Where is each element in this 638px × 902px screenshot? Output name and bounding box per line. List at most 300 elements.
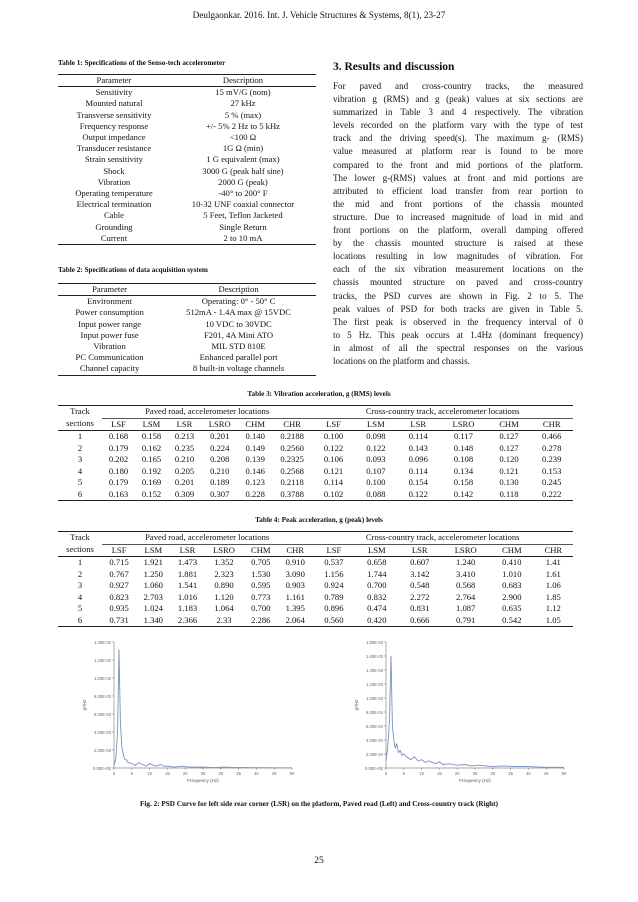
psd-series-line <box>386 656 564 767</box>
x-tick-label: 45 <box>271 771 277 776</box>
y-axis-label: g²/Hz <box>82 699 87 711</box>
table3-value-cell: 0.213 <box>174 431 195 441</box>
table3-value-cell: 0.122 <box>366 442 386 453</box>
table3-value-cell: 0.307 <box>210 488 230 499</box>
table1-description-cell: 15 mV/G (nom) <box>215 87 271 98</box>
y-tick-label: 1.80E-03 <box>366 639 383 645</box>
table4-group-paved: Paved road, accelerometer locations <box>102 532 312 545</box>
table3-value-cell: 0.140 <box>245 431 265 441</box>
paragraph-line: by the chassis mounted structure is raised at these <box>333 238 583 249</box>
table4-col-header: CHR <box>286 544 305 555</box>
x-tick-label: 35 <box>508 771 513 776</box>
table3-row <box>58 466 573 478</box>
running-header: Deulgaonkar. 2016. Int. J. Vehicle Structures & Systems, 8(1), 23-27 <box>192 10 446 20</box>
table3-col-header: LSR <box>176 418 193 429</box>
table4-value-cell: 0.927 <box>109 580 129 590</box>
table3-value-cell: 0.2325 <box>280 454 304 464</box>
y-tick-label: 2.00E-03 <box>94 747 111 753</box>
table2-parameter-cell: Environment <box>87 296 133 307</box>
x-tick-label: 10 <box>147 771 152 776</box>
table3-value-cell: 0.205 <box>174 465 195 476</box>
table3-value-cell: 0.169 <box>141 477 162 487</box>
table3-value-cell: 0.224 <box>210 442 230 453</box>
table3-col-header: CHM <box>499 418 519 429</box>
table3-value-cell: 0.245 <box>542 477 562 487</box>
table4-value-cell: 1.06 <box>545 580 561 590</box>
table3-value-cell: 0.117 <box>453 431 473 441</box>
table3-value-cell: 0.208 <box>210 454 230 464</box>
paragraph-line: each of the six vibration measurement locations on the <box>333 264 583 275</box>
table4-value-cell: 0.700 <box>367 580 387 590</box>
table1-parameter-cell: Frequency response <box>79 120 149 131</box>
y-tick-label: 6.00E-04 <box>366 723 383 729</box>
table4-value-cell: 0.832 <box>367 591 387 602</box>
table1 <box>58 74 316 245</box>
table4-col-header: LSF <box>326 544 342 555</box>
x-tick-label: 15 <box>437 771 442 776</box>
table3-sections-label: sections <box>66 418 94 429</box>
table3-value-cell: 0.100 <box>323 431 344 441</box>
table3-value-cell: 0.210 <box>210 465 230 476</box>
y-tick-label: 1.20E-03 <box>366 681 383 687</box>
x-tick-label: 0 <box>384 771 388 776</box>
x-tick-label: 40 <box>254 771 259 776</box>
x-tick-label: 30 <box>218 771 224 776</box>
table4-value-cell: 0.683 <box>502 580 522 590</box>
paragraph-line: to 5 Hz. This peak occurs at 1.4Hz (dominant frequency) <box>333 329 583 340</box>
table1-parameter-cell: Mounted natural <box>85 98 143 109</box>
table4-value-cell: 0.935 <box>109 603 129 613</box>
x-tick-label: 40 <box>526 771 531 776</box>
table1-parameter-cell: Transverse sensitivity <box>76 109 152 120</box>
y-tick-label: 1.60E-03 <box>366 653 383 659</box>
paragraph-line: track and the driving speed(s). The maximum g- (RMS) <box>333 133 583 144</box>
table4-group-cross: Cross-country track, accelerometer locations <box>312 532 573 545</box>
table4-row <box>58 580 573 592</box>
table2-col-parameter: Parameter <box>92 284 127 294</box>
table2-col-description: Description <box>218 284 259 294</box>
table3-value-cell: 0.278 <box>542 442 562 453</box>
table3-value-cell: 0.228 <box>245 488 265 499</box>
table4-value-cell: 0.823 <box>109 591 129 602</box>
table2-description-cell: 512mA - 1.4A max @ 15VDC <box>186 307 291 318</box>
table3-track-label: Track <box>70 406 90 417</box>
table4-value-cell: 0.658 <box>367 557 387 567</box>
table3-value-cell: 0.210 <box>174 454 195 464</box>
x-axis-label: Frequency (Hz) <box>187 778 219 783</box>
paragraph-line: The lower g-(RMS) values at front and mid portions are <box>333 172 583 183</box>
table1-row <box>58 143 316 154</box>
y-tick-label: 0.00E+00 <box>364 765 383 771</box>
table3-section-cell: 5 <box>77 477 83 487</box>
table2-description-cell: Operating: 0° - 50° C <box>201 296 276 307</box>
table1-caption: Table 1: Specifications of the Senso-tech accelerometer <box>58 59 226 67</box>
table3-value-cell: 0.093 <box>366 454 386 464</box>
table2-parameter-cell: Input power range <box>78 318 142 329</box>
y-tick-label: 0.00E+00 <box>92 765 111 771</box>
table2-row <box>58 307 316 318</box>
paragraph-line: value measured at platform rear is found to be more <box>333 146 583 157</box>
paragraph-line: locations resulting in low magnitudes of vibration. For <box>333 251 583 262</box>
table1-parameter-cell: Transducer resistance <box>76 143 152 154</box>
table3-section-cell: 4 <box>77 465 83 476</box>
table1-description-cell: -40° to 200° F <box>218 188 268 199</box>
table4-value-cell: 0.548 <box>410 580 430 590</box>
table2-parameter-cell: Channel capacity <box>79 363 140 374</box>
table4-value-cell: 0.607 <box>410 557 430 567</box>
table3-value-cell: 0.134 <box>453 465 474 476</box>
table4-value-cell: 1.183 <box>177 603 198 613</box>
table3-value-cell: 0.114 <box>408 431 428 441</box>
table4-value-cell: 1.12 <box>545 603 561 613</box>
table1-col-parameter: Parameter <box>96 75 132 85</box>
y-tick-label: 1.40E-03 <box>366 667 383 673</box>
table3-value-cell: 0.222 <box>542 488 562 499</box>
table3-value-cell: 0.2188 <box>280 431 304 441</box>
table4-col-header: LSM <box>367 544 386 555</box>
table1-row <box>58 87 316 99</box>
table3-value-cell: 0.201 <box>210 431 230 441</box>
table4-value-cell: 1.340 <box>143 614 163 625</box>
table4-value-cell: 0.773 <box>251 591 271 602</box>
y-tick-label: 2.00E-04 <box>366 751 383 757</box>
table1-description-cell: Single Return <box>219 221 267 232</box>
table3-value-cell: 0.163 <box>108 488 129 499</box>
table4-value-cell: 0.789 <box>324 591 344 602</box>
table1-parameter-cell: Sensitivity <box>95 87 133 98</box>
table3-value-cell: 0.201 <box>174 477 195 487</box>
table1-description-cell: 3000 G (peak half sine) <box>202 165 284 176</box>
table4-value-cell: 2.366 <box>177 614 198 625</box>
table4-section-cell: 3 <box>77 580 83 590</box>
table4-value-cell: 0.924 <box>324 580 344 590</box>
paragraph-line: levels recorded on the platform vary with the type of test <box>333 120 583 131</box>
table4-value-cell: 2.703 <box>143 591 163 602</box>
table3-value-cell: 0.189 <box>210 477 230 487</box>
table4-value-cell: 1.921 <box>143 557 163 567</box>
table1-description-cell: <100 Ω <box>229 132 257 143</box>
table4-value-cell: 1.395 <box>285 603 305 613</box>
table3-section-cell: 1 <box>77 431 83 441</box>
y-axis-label: g²/Hz <box>354 699 359 711</box>
table4-col-header: LSR <box>411 544 428 555</box>
paragraph-line: compared to the front and mid portions of the platform. <box>333 159 583 170</box>
table4-value-cell: 0.410 <box>502 557 522 567</box>
table4-value-cell: 0.542 <box>502 614 522 625</box>
table1-description-cell: 2 to 10 mA <box>223 232 263 243</box>
table4-section-cell: 6 <box>77 614 83 625</box>
x-tick-label: 30 <box>490 771 496 776</box>
table2 <box>58 283 316 376</box>
table4-value-cell: 0.731 <box>109 614 129 625</box>
table1-parameter-cell: Vibration <box>97 176 131 187</box>
table1-row <box>58 222 316 233</box>
table2-caption: Table 2: Specifications of data acquisition system <box>58 266 208 274</box>
table3-col-header: CHM <box>245 418 265 429</box>
y-tick-label: 1.00E-02 <box>94 675 111 681</box>
table1-row <box>58 132 316 143</box>
x-tick-label: 35 <box>236 771 241 776</box>
table2-description-cell: F201, 4A Mini ATO <box>204 329 274 340</box>
table2-description-cell: 10 VDC to 30VDC <box>205 318 272 329</box>
table3-value-cell: 0.122 <box>408 488 428 499</box>
psd-series-line <box>114 649 292 768</box>
table4-sections-label: sections <box>66 544 94 555</box>
table4-value-cell: 1.064 <box>214 603 234 613</box>
table4-section-cell: 2 <box>77 568 83 579</box>
table3-value-cell: 0.098 <box>366 431 386 441</box>
table3-col-header: LSF <box>326 418 341 429</box>
table3-value-cell: 0.149 <box>245 442 265 453</box>
table1-row <box>58 210 316 221</box>
table4-value-cell: 1.010 <box>502 568 522 579</box>
table3-value-cell: 0.107 <box>366 465 386 476</box>
table4-value-cell: 1.024 <box>143 603 163 613</box>
table4-value-cell: 1.161 <box>285 591 305 602</box>
table3-value-cell: 0.239 <box>542 454 562 464</box>
table4-value-cell: 0.767 <box>109 568 129 579</box>
table2-row <box>58 352 316 363</box>
table1-description-cell: 2000 G (peak) <box>218 176 268 187</box>
table3-value-cell: 0.096 <box>408 454 428 464</box>
table4-value-cell: 1.541 <box>177 580 198 590</box>
table4-col-header: CHR <box>544 544 563 555</box>
table1-row <box>58 154 316 165</box>
table3-value-cell: 0.235 <box>174 442 195 453</box>
table4-value-cell: 1.240 <box>456 557 476 567</box>
paragraph-line: The first peak is observed in the frequency interval of 0 <box>333 316 583 327</box>
table3-value-cell: 0.121 <box>499 465 519 476</box>
table1-row <box>58 98 316 109</box>
table3-value-cell: 0.466 <box>542 431 562 441</box>
table4-value-cell: 1.250 <box>143 568 163 579</box>
table4-value-cell: 3.410 <box>456 568 476 579</box>
table3-value-cell: 0.2568 <box>280 465 304 476</box>
x-tick-label: 5 <box>402 771 405 776</box>
table4-value-cell: 0.896 <box>324 603 344 613</box>
table4-value-cell: 0.903 <box>285 580 305 590</box>
paragraph-line: For paved and cross-country tracks, the measured <box>333 81 583 91</box>
table4-col-header: LSRO <box>213 544 235 555</box>
y-tick-label: 6.00E-03 <box>94 711 111 717</box>
table3-value-cell: 0.108 <box>453 454 474 464</box>
table4-col-header: LSRO <box>454 544 477 555</box>
table3-value-cell: 0.142 <box>453 488 474 499</box>
table4-value-cell: 1.41 <box>545 557 561 567</box>
x-tick-label: 20 <box>454 771 460 776</box>
table1-row <box>58 121 316 132</box>
table3-value-cell: 0.114 <box>408 465 428 476</box>
paragraph-line: attributed to efficient load transfer from rear portion to <box>333 185 583 196</box>
x-tick-label: 50 <box>561 771 567 776</box>
table4-section-cell: 4 <box>77 591 83 602</box>
table4-row <box>58 592 573 604</box>
table3-section-cell: 2 <box>77 442 83 453</box>
table4-value-cell: 2.323 <box>214 568 234 579</box>
paragraph-line: tracks, the PSD curves are shown in Fig. 2 to 5. The <box>333 290 583 301</box>
table1-row <box>58 188 316 199</box>
y-tick-label: 1.20E-02 <box>94 657 111 663</box>
table1-parameter-cell: Operating temperature <box>75 188 153 199</box>
table4-value-cell: 0.595 <box>251 580 271 590</box>
table4-value-cell: 0.705 <box>251 557 271 567</box>
table4-value-cell: 1.473 <box>177 557 198 567</box>
table3-value-cell: 0.146 <box>245 465 265 476</box>
table3-value-cell: 0.139 <box>245 454 265 464</box>
table3-value-cell: 0.168 <box>108 431 129 441</box>
paragraph-line: in almost of all the spectral responses on the various <box>333 342 583 353</box>
table4-value-cell: 0.568 <box>456 580 476 590</box>
x-tick-label: 45 <box>543 771 549 776</box>
table4-value-cell: 0.560 <box>324 614 344 625</box>
table2-row <box>58 363 316 375</box>
table3-value-cell: 0.309 <box>174 488 195 499</box>
table3-col-header: LSF <box>111 418 126 429</box>
table4-value-cell: 2.764 <box>456 591 476 602</box>
paragraph-line: vibration g (RMS) and g (peak) values at six sections are <box>333 94 583 105</box>
table4-value-cell: 2.286 <box>251 614 271 625</box>
table4-value-cell: 2.064 <box>285 614 305 625</box>
table3-col-header: LSR <box>410 418 427 429</box>
x-axis-label: Frequency (Hz) <box>459 778 491 783</box>
table3-value-cell: 0.148 <box>453 442 474 453</box>
table3-value-cell: 0.100 <box>366 477 386 487</box>
table4-value-cell: 0.791 <box>456 614 476 625</box>
table4-value-cell: 1.85 <box>545 591 561 602</box>
table1-row <box>58 233 316 245</box>
table3 <box>58 405 573 501</box>
table1-row <box>58 199 316 210</box>
table2-parameter-cell: Power consumption <box>75 307 144 318</box>
table2-parameter-cell: Input power fuse <box>80 329 139 340</box>
table3-value-cell: 0.127 <box>499 442 519 453</box>
table1-description-cell: 27 kHz <box>230 98 256 109</box>
table4-value-cell: 1.060 <box>143 580 163 590</box>
table1-row <box>58 177 316 188</box>
y-tick-label: 8.00E-04 <box>366 709 383 715</box>
table3-group-paved: Paved road, accelerometer locations <box>102 406 312 419</box>
table3-caption: Table 3: Vibration acceleration, g (RMS) levels <box>247 390 391 398</box>
table1-description-cell: 5 Feet, Teflon Jacketed <box>203 210 283 221</box>
table1-parameter-cell: Shock <box>103 165 125 176</box>
table4-value-cell: 0.474 <box>367 603 387 613</box>
psd-chart-cross-country <box>350 636 570 791</box>
paragraph-line: peak values of PSD for both tracks are given in Table 5. <box>333 303 583 314</box>
table4-value-cell: 3.142 <box>410 568 430 579</box>
x-tick-label: 10 <box>419 771 424 776</box>
table4-value-cell: 0.890 <box>214 580 234 590</box>
table4-row <box>58 557 573 569</box>
table3-value-cell: 0.165 <box>141 454 162 464</box>
table2-description-cell: Enhanced parallel port <box>199 352 278 363</box>
table1-parameter-cell: Grounding <box>95 221 133 232</box>
table1-description-cell: 1 G equivalent (max) <box>206 154 280 165</box>
table4-col-header: LSR <box>179 544 196 555</box>
table4-value-cell: 1.352 <box>214 557 234 567</box>
table3-row <box>58 431 573 443</box>
x-tick-label: 20 <box>182 771 188 776</box>
table3-col-header: LSRO <box>208 418 231 429</box>
table1-row <box>58 166 316 177</box>
table3-row <box>58 489 573 501</box>
table3-value-cell: 0.106 <box>323 454 344 464</box>
paragraph-line: summarized in Table 3 and 4 respectively. The vibration <box>333 107 583 118</box>
table2-parameter-cell: Vibration <box>93 341 126 352</box>
table3-col-header: CHR <box>542 418 561 429</box>
section-body <box>333 80 583 368</box>
page-number: 25 <box>314 856 324 866</box>
table2-row <box>58 296 316 308</box>
table2-row <box>58 341 316 352</box>
table4-value-cell: 0.910 <box>285 557 305 567</box>
table4-value-cell: 1.087 <box>456 603 476 613</box>
table3-value-cell: 0.152 <box>141 488 162 499</box>
table3-col-header: LSM <box>142 418 161 429</box>
table4-value-cell: 1.016 <box>177 591 198 602</box>
table1-parameter-cell: Electrical termination <box>76 199 152 210</box>
x-tick-label: 5 <box>130 771 133 776</box>
table1-description-cell: 1G Ω (min) <box>222 143 264 154</box>
table4-col-header: CHM <box>250 544 271 555</box>
table3-col-header: LSM <box>367 418 385 429</box>
table3-value-cell: 0.122 <box>323 442 344 453</box>
paragraph-line: locations on the platform and chassis. <box>333 355 470 366</box>
table3-value-cell: 0.130 <box>499 477 519 487</box>
table1-parameter-cell: Strain sensitivity <box>84 154 143 165</box>
table4-track-label: Track <box>70 532 90 543</box>
table1-description-cell: 5 % (max) <box>224 109 262 120</box>
table4-value-cell: 3.090 <box>285 568 305 579</box>
table1-col-description: Description <box>222 75 264 85</box>
table3-row <box>58 477 573 489</box>
table3-value-cell: 0.162 <box>141 442 162 453</box>
table3-section-cell: 6 <box>77 488 83 499</box>
table4-value-cell: 2.272 <box>410 591 430 602</box>
table4-value-cell: 2.33 <box>216 614 232 625</box>
table4-value-cell: 1.120 <box>214 591 234 602</box>
table4-value-cell: 1.05 <box>545 614 561 625</box>
table3-value-cell: 0.102 <box>323 488 344 499</box>
table2-parameter-cell: PC Communication <box>75 352 144 363</box>
table1-parameter-cell: Cable <box>103 210 124 221</box>
paragraph-line: chassis mounted structure on paved and cross-country <box>333 277 583 288</box>
table4-value-cell: 0.700 <box>251 603 271 613</box>
table4-col-header: LSF <box>111 544 127 555</box>
section-title: 3. Results and discussion <box>333 61 455 73</box>
figure-caption: Fig. 2: PSD Curve for left side rear corner (LSR) on the platform, Paved road (Left) and Cross-country track (Right) <box>140 800 498 808</box>
y-tick-label: 1.00E-03 <box>366 695 383 701</box>
table4-col-header: LSM <box>144 544 163 555</box>
table3-value-cell: 0.153 <box>542 465 562 476</box>
x-tick-label: 25 <box>472 771 478 776</box>
y-tick-label: 4.00E-03 <box>94 729 111 735</box>
paragraph-line: structure. Due to increased magnitude of load in mid and <box>333 211 583 222</box>
table1-row <box>58 110 316 121</box>
table3-value-cell: 0.121 <box>323 465 344 476</box>
table3-value-cell: 0.120 <box>499 454 519 464</box>
x-tick-label: 50 <box>289 771 295 776</box>
table3-value-cell: 0.179 <box>108 477 129 487</box>
paragraph-line: front portions on the platform, overall damping offered <box>333 225 583 236</box>
table3-col-header: LSRO <box>452 418 475 429</box>
table4-value-cell: 0.666 <box>410 614 430 625</box>
y-tick-label: 4.00E-04 <box>366 737 383 743</box>
table2-description-cell: MIL STD 810E <box>211 341 266 352</box>
table3-col-header: CHR <box>283 418 301 429</box>
table4-value-cell: 0.420 <box>367 614 387 625</box>
table3-value-cell: 0.158 <box>141 431 162 441</box>
table3-value-cell: 0.088 <box>366 488 386 499</box>
